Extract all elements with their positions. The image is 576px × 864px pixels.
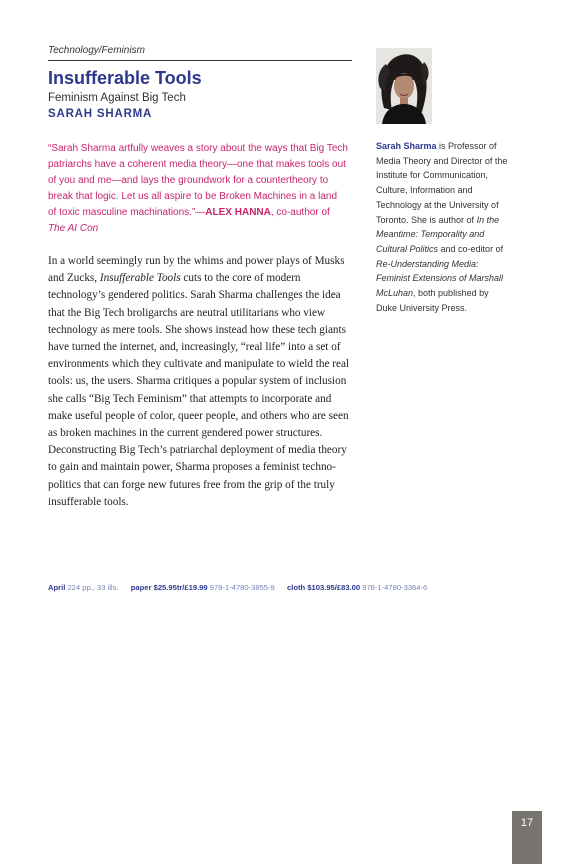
pub-paper-isbn: 978-1-4780-3855-9 [209,583,275,592]
pub-month: April [48,583,66,592]
bio-author-name: Sarah Sharma [376,141,437,151]
description-part-1: In a world seemingly run by the whims and power plays of Musks and Zucks, [48,255,345,285]
bio-text-3: , both published by Duke University Press. [376,288,489,313]
quote-attribution-role: , co-author of [270,206,330,218]
quote-text: “Sarah Sharma artfully weaves a story about the ways that Big Tech patriarchs have a coherent media theory—one that makes tools out of you and me—and lays the groundwork for a countertheory to break that logic. Let us all aspire to be Broken Machines in a land of toxic masculine machinations.”— [48,143,348,218]
pub-pages: 224 pp., 33 ills. [67,583,119,592]
bio-book-1: In the Meantime: Temporality and Cultural Politics [376,214,500,254]
bio-book-2: Re-Understanding Media: Feminist Extensions of Marshall McLuhan [376,258,504,299]
author-portrait-image [376,48,432,124]
author-bio [376,139,510,315]
description-part-2: cuts to the core of modern technology’s gendered politics. Sarah Sharma challenges the idea that the Big Tech broligarchs are neutral utilitarians who view technology as mere tools. She shows instead how these tech giants have turned the internet, and, increasingly, “real life” into a set of environments which they cultivate and manipulate to wield the real tools: us, the users. Sharma critiques a popular system of inclusion she calls “Big Tech Feminism” that attempts to incorporate and make useful people of color, queer people, and others who are seen as broken machines in the current gendered power structures. Deconstructing Big Tech’s patriarchal deployment of media theory to gain and maintain power, Sharma proposes a feminist techno-politics that can forge new futures free from the grip of the truly insufferable tools. [48,272,350,508]
quote-attribution-name: ALEX HANNA [205,206,271,218]
book-subtitle: Feminism Against Big Tech [48,92,186,104]
publication-info [48,583,538,592]
page-number-tab: 17 [512,811,542,864]
pub-cloth-label: cloth [287,583,306,592]
book-title: Insufferable Tools [48,68,202,88]
book-description [48,253,354,511]
author-photo [376,48,432,124]
category-label: Technology/Feminism [48,45,352,61]
bio-text-2: and co-editor of [438,243,504,254]
quote-attribution-book: The AI Con [48,222,99,234]
endorsement-quote [48,141,348,236]
pub-paper-price: $25.95tr/£19.99 [153,583,208,592]
description-title: Insufferable Tools [99,272,181,285]
pub-cloth-price: $103.95/£83.00 [307,583,361,592]
pub-cloth-isbn: 978-1-4780-3364-6 [362,583,428,592]
pub-paper-label: paper [130,583,152,592]
book-author: SARAH SHARMA [48,108,153,120]
bio-text-1: is Professor of Media Theory and Director of the Institute for Communication, Culture, Information and Technology at the University of Toronto. She is author of [376,141,508,225]
